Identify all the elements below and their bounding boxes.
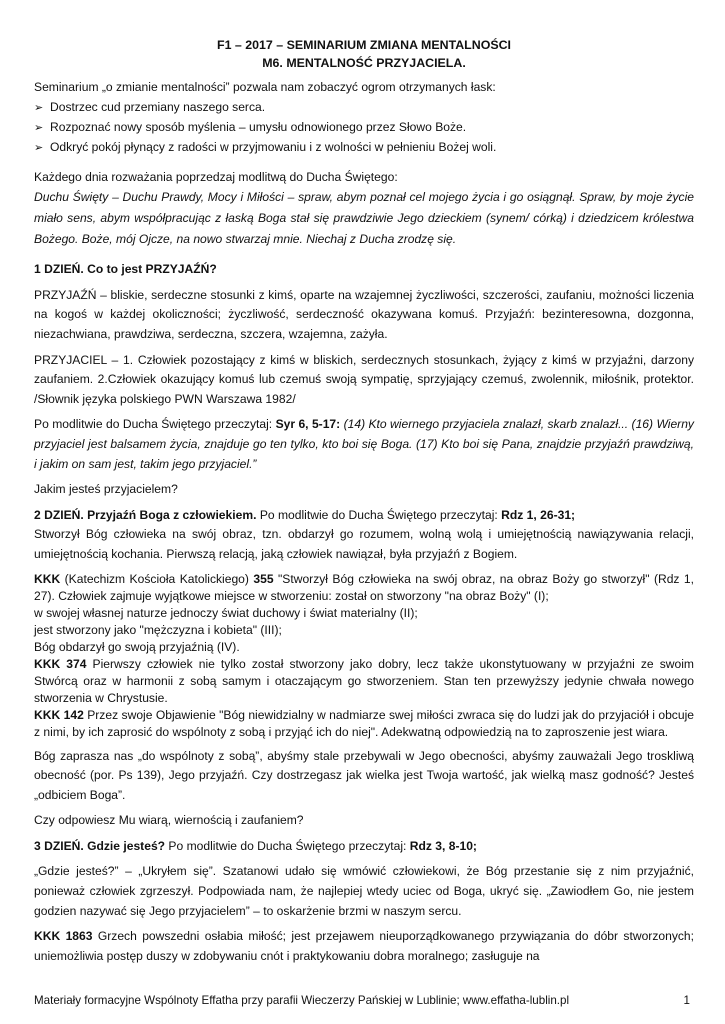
arrowhead-bullet-icon: ➢ — [34, 121, 44, 134]
kkk-tag: KKK — [34, 571, 61, 586]
kkk-355-line-3: jest stworzony jako "mężczyzna i kobieta" (III); — [34, 622, 282, 637]
day1-definition-friendship: PRZYJAŹŃ – bliskie, serdeczne stosunki z kimś, oparte na wzajemnej życzliwości, szczerości, zaufaniu, możności liczenia na kogoś w każdej okoliczności; życzliwość, serdeczność okazywana komuś. Przyjaźń: bezinteresowna, dozgonna, niezachwiana, prawdziwa, serdeczna, szczera, wzajemna, zażyła. — [34, 287, 694, 341]
intro-bullet-2 — [34, 118, 694, 138]
reading-lead: Po modlitwie do Ducha Świętego przeczytaj: — [256, 507, 502, 522]
document-subtitle: M6. MENTALNOŚĆ PRZYJACIELA. — [262, 56, 466, 70]
prayer-text — [34, 187, 694, 250]
day1-reading — [34, 415, 694, 474]
kkk-tag: KKK 1863 — [34, 929, 93, 944]
day2-heading: 2 DZIEŃ. Przyjaźń Boga z człowiekiem. — [34, 507, 257, 522]
reading-ref: Syr 6, 5-17: — [275, 417, 341, 432]
day1-question: Jakim jesteś przyjacielem? — [34, 482, 178, 497]
day3-heading: 3 DZIEŃ. Gdzie jesteś? — [34, 838, 166, 853]
kkk-tag: KKK 374 — [34, 656, 87, 671]
page-number: 1 — [683, 994, 690, 1007]
kkk-text: "Stworzył Bóg człowieka na swój obraz, na obraz Boży go stworzył" (Rdz 1, 27). Człowiek zajmuje wyjątkowe miejsce w stworzeniu: został on stworzony "na obraz Boży" (I); — [34, 571, 694, 603]
reading-ref: Rdz 1, 26-31; — [501, 507, 576, 522]
kkk-1863 — [34, 927, 694, 966]
footer-text: Materiały formacyjne Wspólnoty Effatha przy parafii Wieczerzy Pańskiej w Lublinie; www.effatha-lublin.pl — [34, 994, 570, 1007]
kkk-number: 355 — [253, 571, 274, 586]
bullet-text: Rozpoznać nowy sposób myślenia – umysłu odnowionego przez Słowo Boże. — [50, 119, 467, 134]
bullet-text: Odkryć pokój płynący z radości w przyjmowaniu i z wolności w pełnieniu Bożej woli. — [50, 139, 497, 154]
day3-heading-line — [34, 837, 694, 857]
intro-bullet-1 — [34, 98, 694, 118]
reading-quote: (14) Kto wiernego przyjaciela znalazł, skarb znalazł... (16) Wierny przyjaciel jest balsamem życia, znajduje go ten tylko, kto boi się Boga. (17) Kto boi się Pana, znajdzie przyjaźń prawdziwą, i jakim on sam jest, takim jego przyjaciel.” — [34, 417, 694, 471]
day1-definition-friend: PRZYJACIEL – 1. Człowiek pozostający z kimś w bliskich, serdecznych stosunkach, żyjący z kimś w przyjaźni, darzony zaufaniem. 2.Człowiek okazujący komuś lub czemuś swoją sympatię, sprzyjający czemuś, zwolennik, miłośnik, protektor. /Słownik języka polskiego PWN Warszawa 1982/ — [34, 352, 694, 406]
day3-paragraph-1: „Gdzie jesteś?” – „Ukryłem się”. Szatanowi udało się wmówić człowiekowi, że Bóg przestanie się z nim przyjaźnić, ponieważ człowiek zgrzeszył. Podpowiada nam, że najlepiej wtedy uciec od Boga, ukryć się. „Zawiodłem Go, nie jestem godzien nazywać się Jego przyjacielem” – to oskarżenie brzmi w naszym sercu. — [34, 864, 694, 918]
kkk-text: Pierwszy człowiek nie tylko został stworzony jako dobry, lecz także ukonstytuowany w przyjaźni ze swoim Stwórcą oraz w harmonii z sobą samym i otaczającym go stworzeniem. Stan ten przewyższy jedynie chwała nowego stworzenia w Chrystusie. — [34, 656, 694, 705]
kkk-text: Przez swoje Objawienie "Bóg niewidzialny w nadmiarze swej miłości zwraca się do ludzi jak do przyjaciół i obcuje z nimi, by ich zaprosić do wspólnoty z sobą i przyjąć ich do niej". Adekwatną odpowiedzią na to zaproszenie jest wiara. — [34, 707, 694, 739]
intro-bullet-3 — [34, 138, 694, 158]
kkk-name: (Katechizm Kościoła Katolickiego) — [60, 571, 254, 586]
day2-paragraph-1: Stworzył Bóg człowieka na swój obraz, tzn. obdarzył go rozumem, wolną wolą i umiejętnością nawiązywania relacji, umiejętnością kochania. Pierwszą relacją, jaką człowiek nawiązał, była przyjaźń z Bogiem. — [34, 527, 694, 561]
prayer-text-italic: Duchu Święty – Duchu Prawdy, Mocy i Miłości – spraw, abym poznał cel mojego życia i go osiągnął. Spraw, by moje życie miało sens, abym współpracując z łaską Boga stał się prawdziwie Jego dzieckiem (synem/ córką) i dziedzicem królestwa Bożego. Boże, mój Ojcze, na nowo stwarzaj mnie. Niechaj z Ducha zrodzę się. — [34, 190, 694, 247]
reading-lead: Po modlitwie do Ducha Świętego przeczytaj: — [34, 417, 276, 432]
kkk-tag: KKK 142 — [34, 707, 84, 722]
kkk-374 — [34, 656, 694, 707]
day2-heading-line — [34, 506, 694, 526]
document-page — [34, 36, 694, 966]
kkk-142 — [34, 707, 694, 741]
intro-lead: Seminarium „o zmianie mentalności” pozwala nam zobaczyć ogrom otrzymanych łask: — [34, 80, 496, 94]
kkk-355-line-4: Bóg obdarzył go swoją przyjaźnią (IV). — [34, 639, 240, 654]
day1-heading: 1 DZIEŃ. Co to jest PRZYJAŹŃ? — [34, 262, 217, 277]
reading-ref: Rdz 3, 8-10; — [409, 838, 477, 853]
arrowhead-bullet-icon: ➢ — [34, 101, 44, 114]
day2-paragraph-2: Bóg zaprasza nas „do wspólnoty z sobą”, abyśmy stale przebywali w Jego obecności, abyśmy zauważali Jego troskliwą obecność (por. Ps 139), Jego przyjaźń. Czy dostrzegasz jak wielka jest Twoja wartość, jak wielką masz godność? Jesteś „odbiciem Boga”. — [34, 748, 694, 802]
kkk-355-line-2: w swojej własnej naturze jednoczy świat duchowy i świat materialny (II); — [34, 605, 418, 620]
page-footer — [34, 994, 690, 1007]
kkk-text: Grzech powszedni osłabia miłość; jest przejawem nieuporządkowanego przywiązania do dóbr stworzonych; uniemożliwia postęp duszy w zdobywaniu cnót i praktykowaniu dobra moralnego; zasługuje na — [34, 929, 694, 963]
day2-question: Czy odpowiesz Mu wiarą, wiernością i zaufaniem? — [34, 813, 304, 828]
document-title: F1 – 2017 – SEMINARIUM ZMIANA MENTALNOŚCI — [217, 38, 511, 52]
bullet-text: Dostrzec cud przemiany naszego serca. — [50, 99, 266, 114]
arrowhead-bullet-icon: ➢ — [34, 141, 44, 154]
prayer-lead: Każdego dnia rozważania poprzedzaj modlitwą do Ducha Świętego: — [34, 169, 398, 184]
kkk-355 — [34, 571, 694, 605]
reading-lead: Po modlitwie do Ducha Świętego przeczytaj: — [165, 838, 410, 853]
